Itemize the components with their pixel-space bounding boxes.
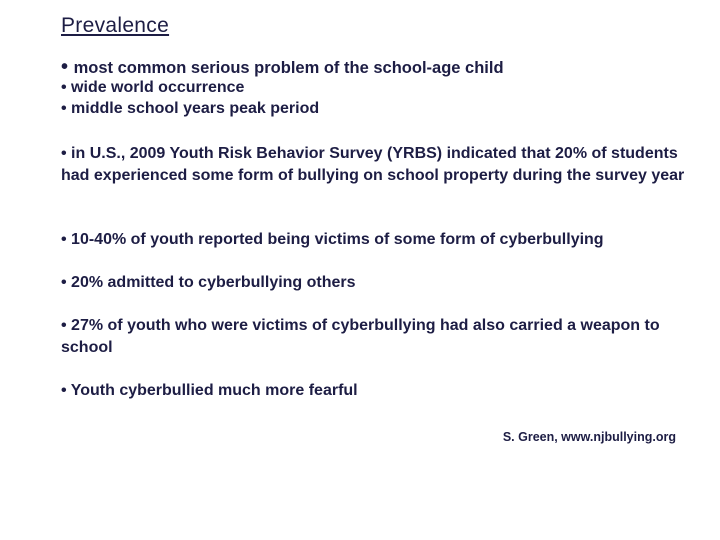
bullet-text: middle school years peak period bbox=[71, 100, 320, 117]
bullet-text: wide world occurrence bbox=[71, 79, 245, 96]
bullet-marker: • bbox=[61, 56, 74, 78]
bullet-marker: • bbox=[61, 79, 72, 96]
paragraph-weapon: • 27% of youth who were victims of cyberbullying had also carried a weapon to school bbox=[61, 317, 660, 356]
paragraph-admitted: • 20% admitted to cyberbullying others bbox=[61, 274, 356, 291]
bullet-item bbox=[61, 56, 504, 79]
source-credit: S. Green, www.njbullying.org bbox=[502, 430, 676, 444]
slide-title: Prevalence bbox=[61, 14, 170, 37]
bullet-marker: • bbox=[61, 100, 72, 117]
bullet-item bbox=[61, 100, 319, 118]
paragraph-yrbs: • in U.S., 2009 Youth Risk Behavior Survey (YRBS) indicated that 20% of students had experienced some form of bullying on school property during the survey year bbox=[61, 145, 685, 184]
paragraph-fearful: • Youth cyberbullied much more fearful bbox=[61, 382, 358, 399]
bullet-text: most common serious problem of the school-age child bbox=[73, 59, 504, 77]
paragraph-victims: • 10-40% of youth reported being victims of some form of cyberbullying bbox=[61, 231, 604, 248]
bullet-item bbox=[61, 79, 244, 97]
